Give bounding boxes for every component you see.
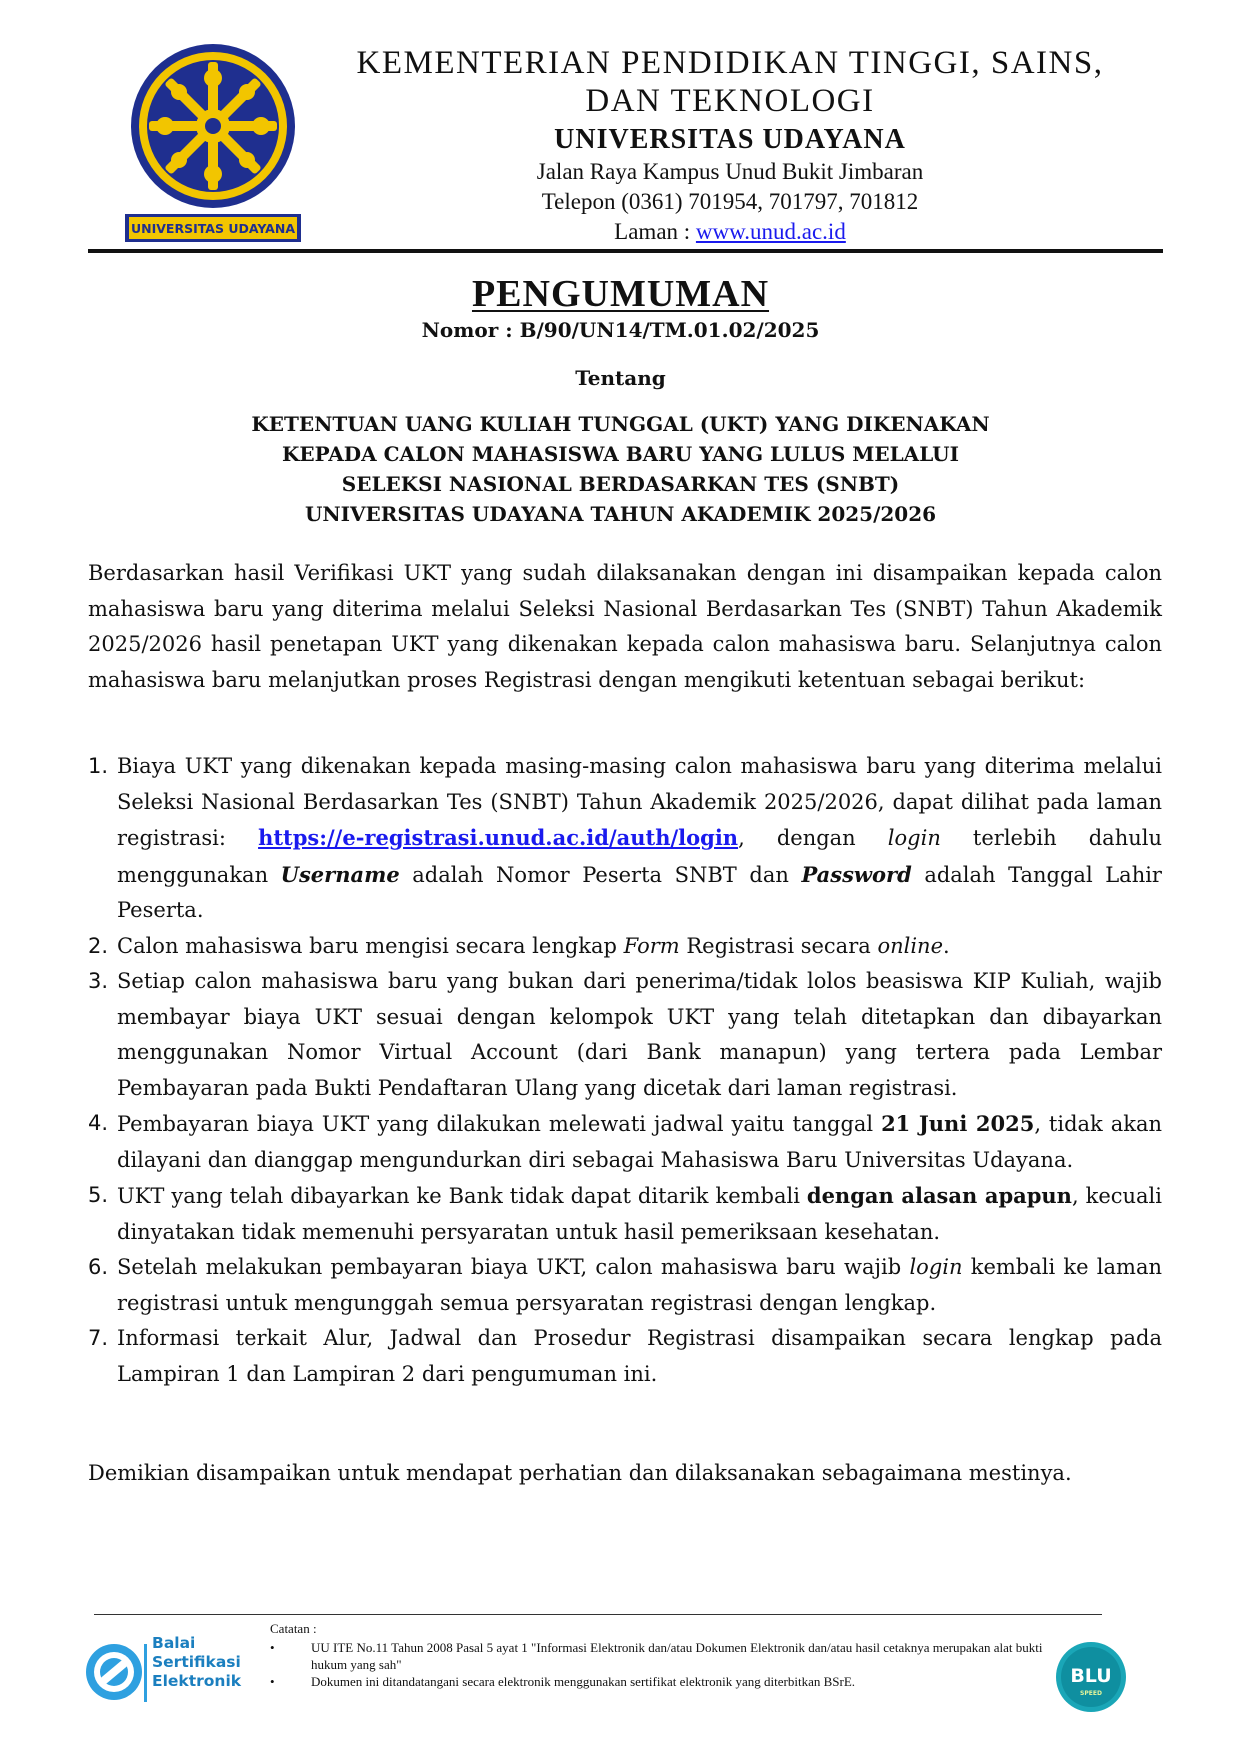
list-item — [88, 1106, 1162, 1178]
item-text: Calon mahasiswa baru mengisi secara lengkap — [117, 933, 624, 958]
intro-paragraph: Berdasarkan hasil Verifikasi UKT yang sudah dilaksanakan dengan ini disampaikan kepada calon mahasiswa baru yang diterima melalui Seleksi Nasional Berdasarkan Tes (SNBT) Tahun Akademik 2025/2026 hasil penetapan UKT yang dikenakan kepada calon mahasiswa baru. Selanjutnya calon mahasiswa baru melanjutkan proses Registrasi dengan mengikuti ketentuan sebagai berikut: — [88, 561, 1162, 692]
item-text: , kecuali dinyatakan tidak memenuhi persyaratan untuk hasil pemeriksaan kesehatan. — [117, 1184, 1162, 1244]
bsre-line: Elektronik — [152, 1672, 242, 1690]
list-number: 4. — [88, 1111, 109, 1135]
blu-text: BLU — [1070, 1665, 1112, 1687]
list-number: 7. — [88, 1326, 109, 1350]
list-number: 5. — [88, 1183, 109, 1207]
item-text-bold: Password — [801, 861, 912, 887]
note-item: • UU ITE No.11 Tahun 2008 Pasal 5 ayat 1 "Informasi Elektronik dan/atau Dokumen Elektronik dan/atau hasil cetaknya merupakan alat bukti hukum yang sah" — [270, 1639, 1045, 1673]
footer-divider — [94, 1614, 1102, 1615]
item-text: Registrasi secara — [679, 933, 878, 958]
subject-line: UNIVERSITAS UDAYANA TAHUN AKADEMIK 2025/2026 — [304, 502, 937, 526]
universitas-udayana-logo — [122, 42, 304, 248]
list-item — [88, 964, 1162, 1106]
footer-notes — [270, 1620, 1045, 1690]
item-text: Informasi terkait Alur, Jadwal dan Prosedur Registrasi disampaikan secara lengkap pada Lampiran 1 dan Lampiran 2 dari pengumuman ini. — [117, 1326, 1162, 1386]
list-item — [88, 1250, 1162, 1321]
list-item — [88, 1178, 1162, 1250]
item-text: Setelah melakukan pembayaran biaya UKT, calon mahasiswa baru wajib — [117, 1255, 910, 1279]
subject-line: KETENTUAN UANG KULIAH TUNGGAL (UKT) YANG DIKENAKAN — [251, 412, 990, 436]
subject-line: SELEKSI NASIONAL BERDASARKAN TES (SNBT) — [341, 472, 900, 496]
item-text: Setiap calon mahasiswa baru yang bukan dari penerima/tidak lolos beasiswa KIP Kuliah, wajib membayar biaya UKT sesuai dengan kelompok UKT yang telah ditetapkan dan dibayarkan menggunakan Nomor Virtual Account (dari Bank manapun) yang tertera pada Lembar Pembayaran pada Bukti Pendaftaran Ulang yang dicetak dari laman registrasi. — [117, 969, 1162, 1100]
item-text-italic: Form — [623, 933, 680, 958]
announcement-title-text: PENGUMUMAN — [471, 273, 770, 315]
item-text: adalah Nomor Peserta SNBT dan — [399, 862, 802, 887]
website-label: Laman : — [614, 219, 691, 244]
blu-speed-logo-icon — [1055, 1641, 1127, 1713]
item-text: kembali ke laman registrasi untuk mengunggah semua persyaratan registrasi dengan lengkap. — [117, 1255, 1162, 1315]
letterhead-divider — [88, 249, 1163, 253]
address: Jalan Raya Kampus Unud Bukit Jimbaran — [536, 159, 924, 184]
list-item — [88, 1321, 1162, 1392]
bsre-line: Balai — [152, 1634, 196, 1652]
list-item — [88, 749, 1162, 929]
closing-paragraph: Demikian disampaikan untuk mendapat perhatian dan dilaksanakan sebagaimana mestinya. — [88, 1461, 1072, 1485]
item-text-italic: login — [887, 826, 941, 850]
item-text: UKT yang telah dibayarkan ke Bank tidak dapat ditarik kembali — [117, 1184, 807, 1208]
ministry-name-line2: DAN TEKNOLOGI — [585, 83, 875, 119]
announcement-subject — [0, 409, 1241, 529]
phone: Telepon (0361) 701954, 701797, 701812 — [541, 189, 919, 214]
announcement-about: Tentang — [575, 366, 666, 390]
bsre-wordmark — [152, 1634, 241, 1691]
bsre-line: Sertifikasi — [152, 1653, 241, 1671]
university-name: UNIVERSITAS UDAYANA — [554, 124, 906, 155]
item-text: Pembayaran biaya UKT yang dilakukan melewati jadwal yaitu tanggal — [117, 1112, 882, 1136]
website-line — [310, 217, 1150, 247]
website-link[interactable]: www.unud.ac.id — [695, 219, 846, 244]
notes-label: Catatan : — [270, 1621, 317, 1636]
item-text-bold: dengan alasan apapun — [806, 1183, 1072, 1208]
blu-subtext: SPEED — [1080, 1690, 1102, 1697]
item-text: Biaya UKT yang dikenakan kepada masing-masing calon mahasiswa baru yang diterima melalui Seleksi Nasional Berdasarkan Tes (SNBT) Tahun Akademik 2025/2026, dapat dilihat pada laman registrasi: — [117, 754, 1162, 850]
item-text: , tidak akan dilayani dan dianggap mengundurkan diri sebagai Mahasiswa Baru Universitas Udayana. — [117, 1112, 1162, 1172]
item-text-italic: online — [877, 933, 943, 958]
list-number: 1. — [88, 754, 109, 778]
announcement-title — [0, 272, 1241, 316]
letterhead — [310, 44, 1150, 247]
list-number: 6. — [88, 1255, 109, 1279]
logo-caption: UNIVERSITAS UDAYANA — [130, 221, 296, 236]
registration-link[interactable]: https://e-registrasi.unud.ac.id/auth/login — [258, 825, 739, 850]
item-text-bold: 21 Juni 2025 — [881, 1111, 1035, 1136]
list-item — [88, 929, 1162, 965]
ministry-name-line1: KEMENTERIAN PENDIDIKAN TINGGI, SAINS, — [356, 45, 1104, 81]
list-number: 2. — [88, 933, 109, 958]
subject-line: KEPADA CALON MAHASISWA BARU YANG LULUS MELALUI — [282, 442, 959, 466]
item-text: adalah Tanggal Lahir Peserta. — [117, 862, 1162, 922]
item-text-italic: login — [909, 1255, 963, 1279]
item-text: terlebih dahulu menggunakan — [117, 826, 1162, 887]
note-item: • Dokumen ini ditandatangani secara elektronik menggunakan sertifikat elektronik yang diterbitkan BSrE. — [270, 1673, 1045, 1690]
announcement-number: Nomor : B/90/UN14/TM.01.02/2025 — [421, 318, 820, 342]
item-text-bold: Username — [280, 861, 400, 887]
item-text: . — [943, 933, 950, 958]
provisions-list — [88, 749, 1162, 1392]
item-text: , dengan — [738, 826, 888, 850]
list-number: 3. — [88, 969, 109, 993]
